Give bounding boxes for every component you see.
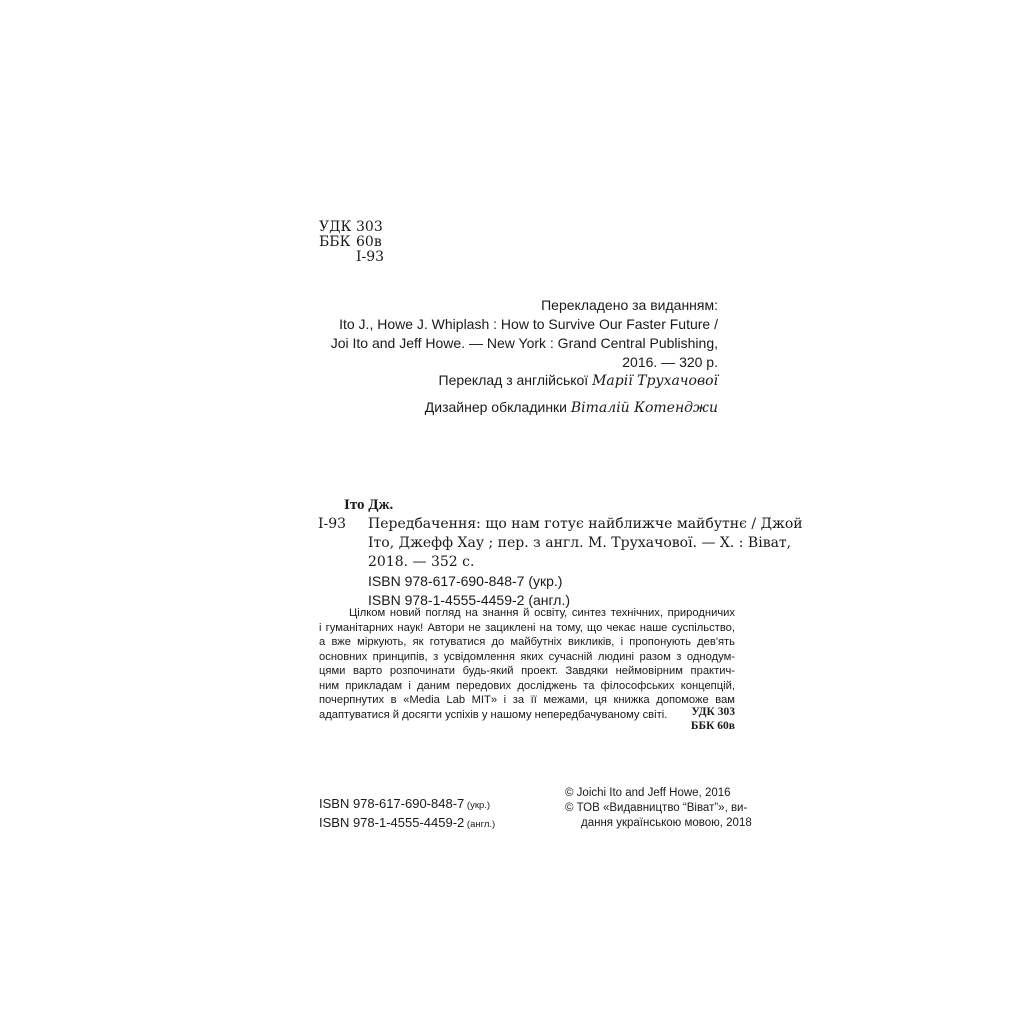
bbk-value: 60в [356,234,382,250]
bbk-key: ББК [319,234,351,250]
udk-small-udk: УДК 303 [691,706,735,718]
bibliographic-line: 2018. — 352 с. [368,554,475,570]
designer-name: Віталій Котенджи [570,400,718,416]
annotation-line: основних принципів, з усвідомлення яких сучасній людині разом з однодум- [319,650,735,663]
udk-row [319,220,384,235]
translation-prefix: Переклад з англійської [438,372,593,388]
annotation-line: а вже міркують, як готуватися до майбутніх викликів, і пропонують дев'ять [319,636,735,648]
original-edition-line: Joi Ito and Jeff Howe. — New York : Grand Central Publishing, [330,335,718,351]
designer-prefix: Дизайнер обкладинки [424,399,571,415]
isbn-number: ISBN 978-617-690-848-7 [319,796,465,811]
udk-small-bbk: ББК 60в [690,720,735,732]
bibliographic-line: Передбачення: що нам готує найближче майбутнє / Джой [368,516,803,532]
copyright-line: дання українською мовою, 2018 [581,817,752,829]
annotation-line: і гуманітарних наук! Автори не зациклені на тому, що чекає наше суспільство, [319,621,735,634]
bibliographic-isbn: ISBN 978-1-4555-4459-2 (англ.) [368,592,571,608]
copyright-notice [565,786,752,831]
annotation-line: Цілком новий погляд на знання й освіту, синтез технічних, природничих [349,607,735,619]
udk-key: УДК [319,219,352,235]
isbn-list [319,795,495,833]
translation-credit [320,372,718,389]
isbn-suffix: (укр.) [464,800,491,811]
copyright-line: © Joichi Ito and Jeff Howe, 2016 [565,787,731,799]
bibliographic-title-line [318,515,803,534]
bibliographic-record [318,496,803,610]
designer-credit [320,399,718,416]
bibliographic-code: І-93 [318,516,347,532]
translator-name: Марії Трухачової [592,373,718,389]
annotation-line: цями варто розпочинати будь-який проект. Завдяки неймовірним практич- [319,665,735,677]
isbn-item [319,814,495,833]
annotation-line: адаптуватися й досягти успіхів у нашому непередбачуваному світі. [319,708,668,721]
udk-value: 303 [356,219,383,235]
original-edition-line: Перекладено за виданням: [541,297,718,313]
udk-small [600,705,735,733]
author-code-row [319,250,384,265]
bbk-row [319,235,384,250]
bibliographic-line: Іто, Джефф Хау ; пер. з англ. М. Трухачової. — Х. : Віват, [368,535,792,551]
annotation-line: ним прикладам і даним передових досліджень та філософських концепцій, [319,679,735,692]
annotation-line: почерпнутих в «Media Lab MIT» і за її межами, ця книжка допоможе вам [319,694,735,706]
author-code-value: І-93 [356,249,385,265]
bibliographic-author: Іто Дж. [344,497,394,513]
udk-header [319,220,384,265]
isbn-number: ISBN 978-1-4555-4459-2 [319,815,465,830]
bibliographic-isbn: ISBN 978-617-690-848-7 (укр.) [368,573,563,589]
isbn-suffix: (англ.) [464,819,496,830]
original-edition [320,296,718,372]
original-edition-line: Ito J., Howe J. Whiplash : How to Survive Our Faster Future / [339,316,718,332]
copyright-line: © ТОВ «Видавництво “Віват”», ви- [565,802,748,814]
author-code-key [319,250,356,265]
original-edition-line: 2016. — 320 p. [622,354,718,370]
isbn-item [319,795,495,814]
